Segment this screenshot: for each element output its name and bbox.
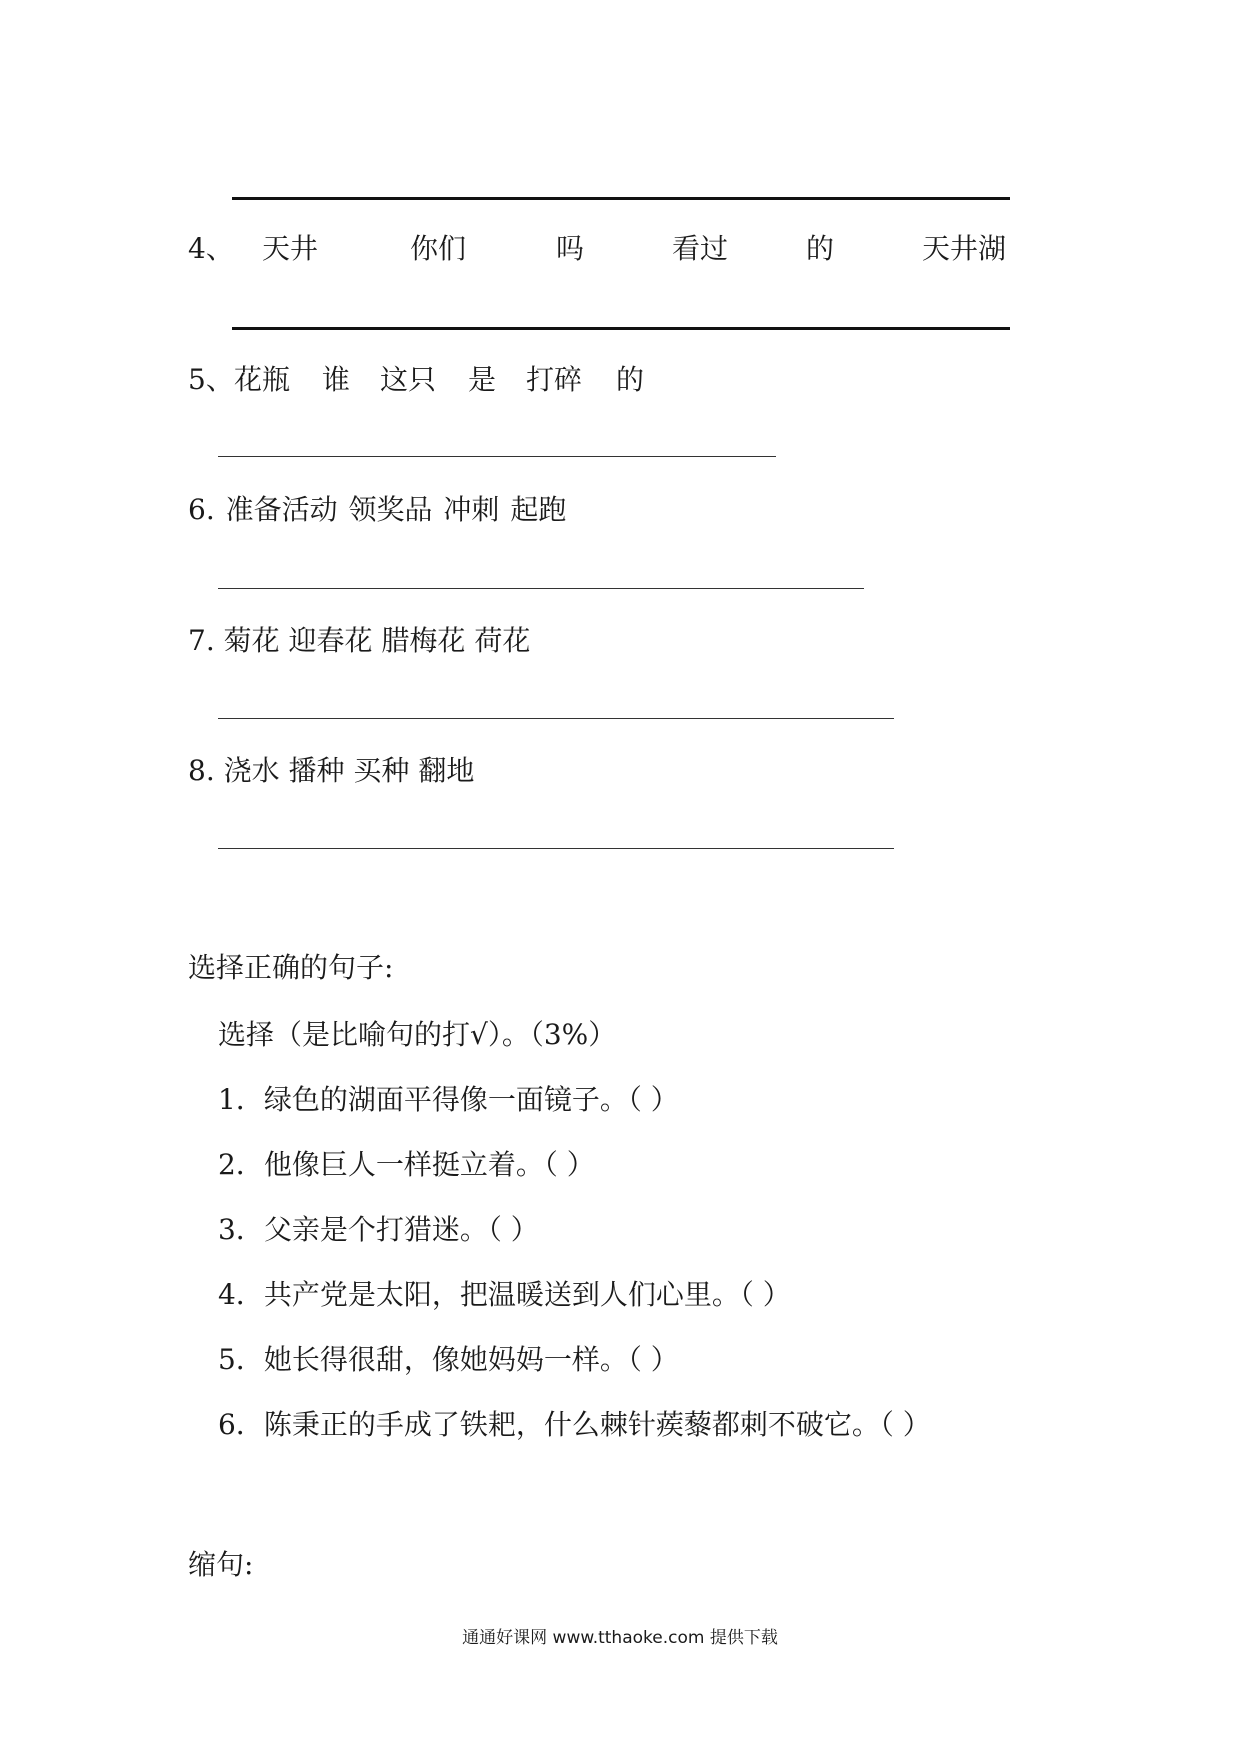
- section-heading-shorten: 缩句:: [188, 1548, 254, 1581]
- section-heading-choose: 选择正确的句子:: [188, 951, 394, 984]
- q5-word: 打碎: [526, 363, 583, 396]
- choice-item: 4．共产党是太阳，把温暖送到人们心里。（ ）: [218, 1278, 791, 1311]
- q5-number: 5、: [188, 363, 234, 396]
- q8-text: 8. 浇水 播种 买种 翻地: [188, 754, 475, 787]
- choose-instruction: 选择（是比喻句的打√）。（3%）: [218, 1018, 617, 1051]
- choice-item: 5．她长得很甜，像她妈妈一样。（ ）: [218, 1343, 679, 1376]
- q4-word: 看过: [672, 232, 729, 265]
- q4-number: 4、: [188, 232, 234, 265]
- page-footer: 通通好课网 www.tthaoke.com 提供下载: [462, 1628, 778, 1648]
- q4-word-row: [0, 231, 1240, 267]
- choice-item: 3．父亲是个打猎迷。（ ）: [218, 1213, 539, 1246]
- choice-item: 6．陈秉正的手成了铁耙，什么棘针蒺藜都刺不破它。（ ）: [218, 1408, 931, 1441]
- q4-word: 天井: [262, 232, 319, 265]
- choice-item: 1．绿色的湖面平得像一面镜子。（ ）: [218, 1083, 679, 1116]
- answer-line-q8: [218, 848, 894, 849]
- choice-item: 2．他像巨人一样挺立着。（ ）: [218, 1148, 595, 1181]
- q6-text: 6. 准备活动 领奖品 冲刺 起跑: [188, 493, 567, 526]
- q5-word: 这只: [380, 363, 437, 396]
- q4-word: 吗: [556, 232, 585, 265]
- q5-word-row: [0, 362, 1240, 398]
- q7-text: 7. 菊花 迎春花 腊梅花 荷花: [188, 624, 531, 657]
- answer-line-q6: [218, 588, 864, 589]
- q4-word: 天井湖: [922, 232, 1007, 265]
- q4-word: 你们: [410, 232, 467, 265]
- q5-word: 的: [616, 363, 645, 396]
- q5-word: 是: [468, 363, 497, 396]
- answer-line-q7: [218, 718, 894, 719]
- answer-line-q5: [218, 456, 776, 457]
- q5-word: 谁: [322, 363, 351, 396]
- q5-word: 花瓶: [234, 363, 291, 396]
- q4-word: 的: [806, 232, 835, 265]
- answer-line-q4: [232, 327, 1010, 330]
- answer-line-top: [232, 197, 1010, 200]
